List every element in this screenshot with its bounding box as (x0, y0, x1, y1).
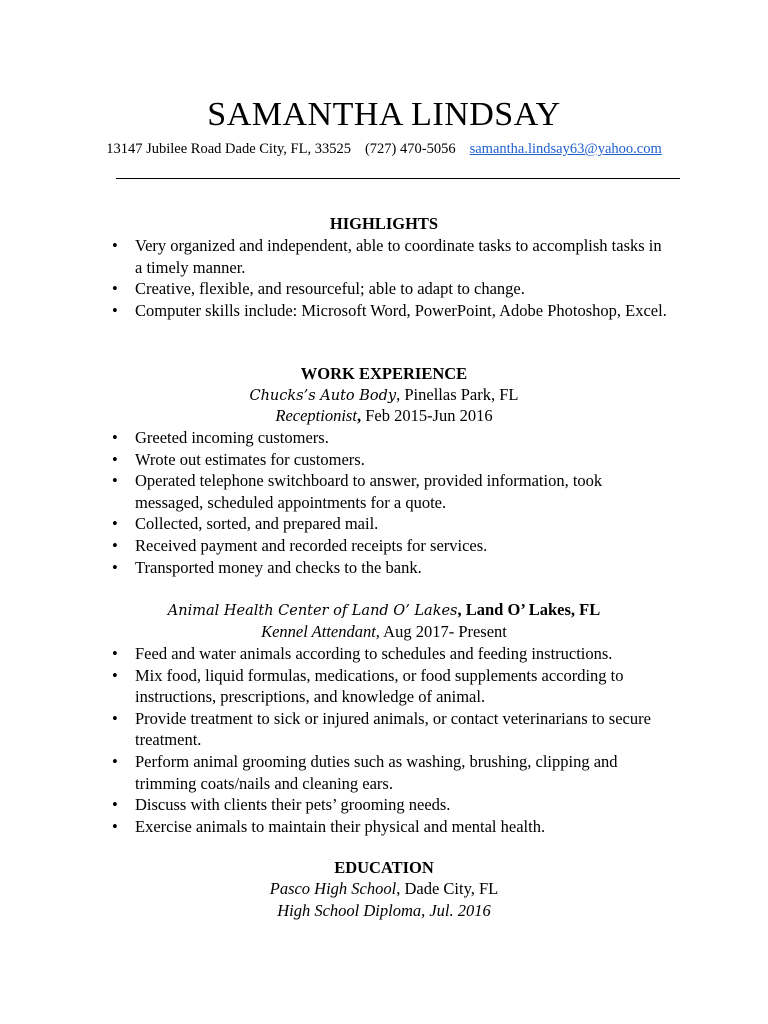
school-line (0, 878, 768, 900)
list-item: • Mix food, liquid formulas, medications, or food supplements according to instructions, prescriptions, and knowledge of animal. (110, 665, 670, 708)
list-item: • Computer skills include: Microsoft Word, PowerPoint, Adobe Photoshop, Excel. (110, 300, 670, 322)
list-item: • Discuss with clients their pets’ grooming needs. (110, 794, 670, 816)
list-item: • Collected, sorted, and prepared mail. (110, 513, 670, 535)
list-item: • Perform animal grooming duties such as washing, brushing, clipping and trimming coats/nails and cleaning ears. (110, 751, 670, 794)
list-item: • Very organized and independent, able to coordinate tasks to accomplish tasks in a timely manner. (110, 235, 670, 278)
work-experience-heading: WORK EXPERIENCE (300, 364, 468, 383)
credential-line: High School Diploma, Jul. 2016 (277, 901, 491, 920)
job-2-title: Kennel Attendant, (261, 622, 380, 641)
list-item: • Received payment and recorded receipts for services. (110, 535, 670, 557)
job-1-employer: Chucks’s Auto Body (249, 388, 397, 404)
job-2-employer: Animal Health Center of Land O’ Lakes (167, 603, 458, 619)
job-1-location: , Pinellas Park, FL (396, 385, 519, 404)
job-2-dates: Aug 2017- Present (379, 622, 507, 641)
school-location: , Dade City, FL (396, 879, 499, 898)
job-2-duties (110, 643, 670, 837)
list-item: • Transported money and checks to the bank. (110, 557, 670, 579)
list-item: • Greeted incoming customers. (110, 427, 670, 449)
list-item: • Exercise animals to maintain their physical and mental health. (110, 816, 670, 838)
job-1-dates: Feb 2015-Jun 2016 (361, 406, 493, 425)
address: 13147 Jubilee Road Dade City, FL, 33525 (106, 141, 351, 157)
header-divider (116, 178, 680, 179)
job-2-title-line (0, 621, 768, 643)
education-heading: EDUCATION (334, 858, 434, 877)
job-1-title-line (0, 405, 768, 427)
contact-line (0, 140, 768, 158)
job-1-title-separator: , (356, 406, 362, 425)
job-1-duties (110, 427, 670, 578)
school-name: Pasco High School (269, 879, 397, 898)
email-link[interactable]: samantha.lindsay63@yahoo.com (469, 141, 662, 157)
list-item: • Wrote out estimates for customers. (110, 449, 670, 471)
list-item: • Operated telephone switchboard to answer, provided information, took messaged, scheduled appointments for a quote. (110, 470, 670, 513)
job-1-title: Receptionist (275, 406, 357, 425)
list-item: • Creative, flexible, and resourceful; able to adapt to change. (110, 278, 670, 300)
job-1-employer-line (0, 384, 768, 407)
job-2-employer-line (0, 599, 768, 622)
highlights-heading: HIGHLIGHTS (329, 214, 439, 233)
highlights-list (110, 235, 670, 321)
list-item: • Feed and water animals according to schedules and feeding instructions. (110, 643, 670, 665)
candidate-name: SAMANTHA LINDSAY (207, 96, 561, 133)
list-item: • Provide treatment to sick or injured animals, or contact veterinarians to secure treatment. (110, 708, 670, 751)
phone-number: (727) 470-5056 (364, 141, 456, 157)
job-2-location: , Land O’ Lakes, FL (457, 600, 601, 619)
